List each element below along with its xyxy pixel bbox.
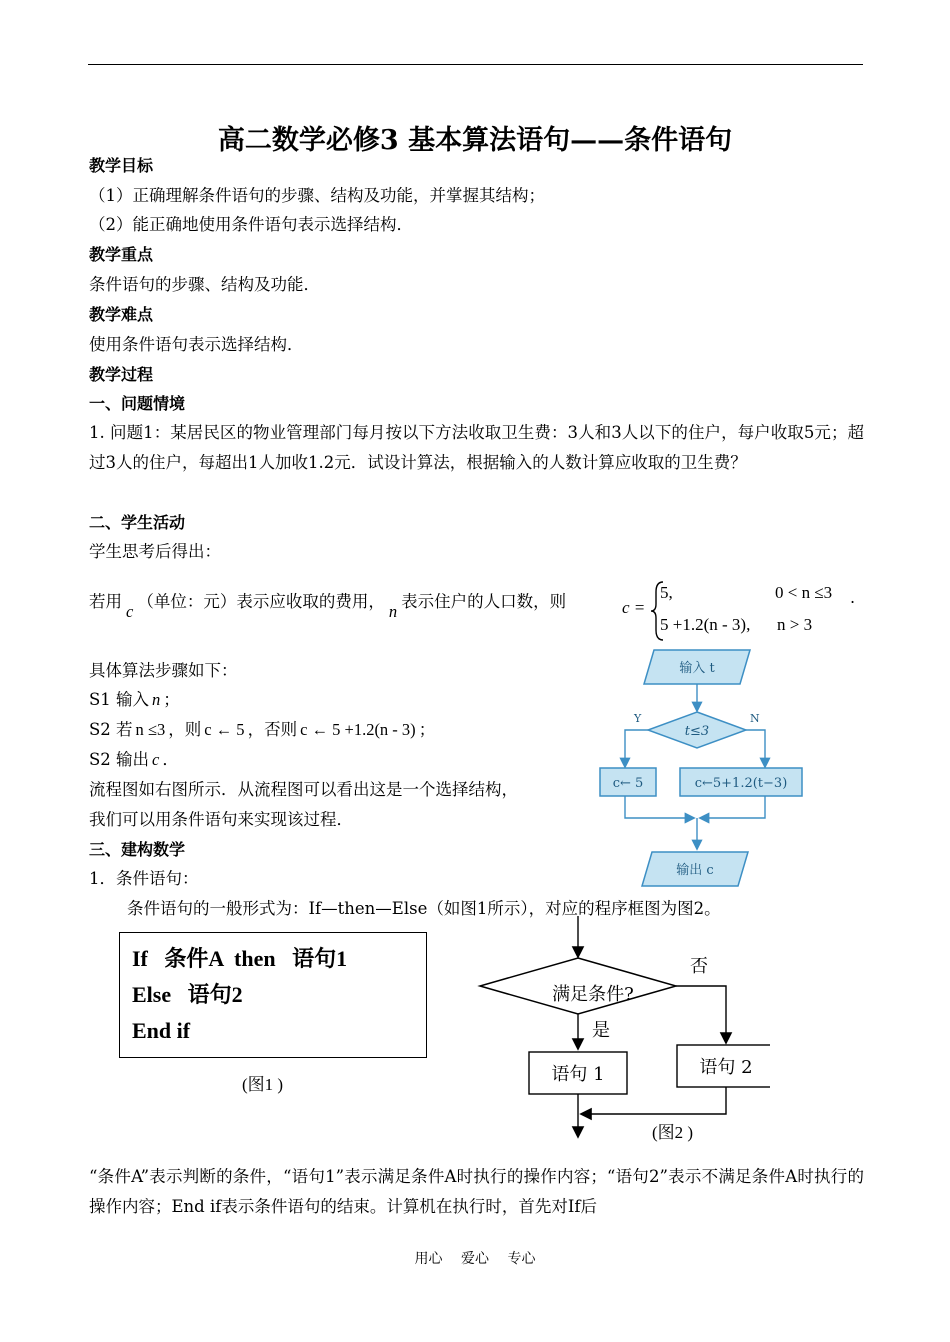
- code-line-1: If 条件A then 语句1: [132, 946, 348, 971]
- steps-note-2: 我们可以用条件语句来实现该过程．: [89, 810, 353, 829]
- s1-end: ；: [163, 690, 180, 709]
- formula-prefix: 若用: [89, 592, 122, 611]
- s1-var: n: [152, 690, 161, 709]
- goals-heading: 教学目标: [89, 156, 154, 175]
- case1-value: 5,: [660, 583, 673, 602]
- case2-cond: n > 3: [777, 615, 813, 634]
- fc2-box-2-label: 语句 2: [699, 1057, 753, 1078]
- flowchart-1: [590, 642, 820, 892]
- section3-item: 1．条件语句：: [89, 869, 199, 888]
- fc2-box-1-label: 语句 1: [551, 1064, 605, 1085]
- fc1-left-box-label: c← 5: [612, 776, 644, 791]
- fc1-no-label: N: [750, 712, 760, 725]
- s3-var: c: [152, 750, 160, 769]
- s2-end: ；: [418, 720, 436, 739]
- formula-line: [89, 588, 567, 621]
- process-heading: 教学过程: [89, 365, 154, 384]
- s2-assign1: c ← 5: [204, 720, 245, 739]
- step-s1: [89, 689, 180, 711]
- section2-intro: 学生思考后得出：: [89, 542, 221, 561]
- difficulty-heading: 教学难点: [89, 305, 154, 324]
- difficulty-text: 使用条件语句表示选择结构．: [89, 335, 304, 354]
- key-text: 条件语句的步骤、结构及功能．: [89, 275, 320, 294]
- s2-cond: n ≤3: [135, 720, 166, 739]
- step-s2: [89, 719, 435, 741]
- fc1-input-label: 输入 t: [679, 661, 715, 676]
- s1-label: S1 输入: [89, 690, 150, 709]
- fc1-condition-label: t≤3: [684, 724, 710, 739]
- figure2-caption: (图2 ): [652, 1123, 694, 1142]
- steps-intro: 具体算法步骤如下：: [89, 661, 238, 680]
- page-footer: 用心 爱心 专心: [414, 1251, 536, 1267]
- s2-then: ，则: [168, 720, 202, 739]
- var-n: n: [388, 602, 398, 621]
- fc1-yes-label: Y: [634, 712, 642, 725]
- s2-else: ，否则: [247, 720, 298, 739]
- goal-item-1: （1）正确理解条件语句的步骤、结构及功能，并掌握其结构；: [89, 186, 545, 205]
- s3-label: S2 输出: [89, 750, 150, 769]
- page-title: 高二数学必修3 基本算法语句——条件语句: [217, 125, 733, 156]
- fc1-right-box-label: c←5+1.2(t−3): [694, 776, 788, 791]
- fc2-yes-label: 是: [592, 1020, 610, 1041]
- fc1-output-label: 输出 c: [676, 863, 714, 878]
- fc2-condition-label: 满足条件?: [552, 984, 634, 1005]
- case1-cond: 0 < n ≤3: [775, 583, 833, 602]
- formula-mid: 表示住户的人口数，则: [401, 592, 567, 611]
- problem-text: 1. 问题1：某居民区的物业管理部门每月按以下方法收取卫生费：3人和3人以下的住户，每户收取5元；超过3人的住户，每超出1人加收1.2元．试设计算法，根据输入的人数计算应收取的卫生费？: [89, 423, 864, 472]
- section1-heading: 一、问题情境: [89, 394, 186, 413]
- code-box: [119, 932, 427, 1058]
- header-rule: [88, 64, 863, 65]
- fc2-no-label: 否: [690, 956, 708, 977]
- s2-assign2: c ← 5 +1.2(n - 3): [300, 720, 416, 739]
- steps-note-1: 流程图如右图所示．从流程图可以看出这是一个选择结构，: [89, 780, 518, 799]
- case2-value: 5 +1.2(n - 3),: [660, 615, 751, 634]
- var-c: c: [126, 602, 134, 621]
- s3-end: ．: [162, 750, 179, 769]
- formula-eq: c =: [622, 598, 646, 617]
- formula-end: .: [850, 588, 856, 607]
- code-line-3: End if: [132, 1018, 191, 1043]
- s2-label: S2 若: [89, 720, 133, 739]
- flowchart-2: [470, 914, 770, 1140]
- goal-item-2: （2）能正确地使用条件语句表示选择结构．: [89, 215, 413, 234]
- code-line-2: Else 语句2: [132, 982, 243, 1007]
- section2-heading: 二、学生活动: [89, 513, 186, 532]
- section3-heading: 三、建构数学: [89, 840, 186, 859]
- step-s3: [89, 749, 179, 771]
- section3-desc: 条件语句的一般形式为：If—then—Else（如图1所示），对应的程序框图为图2。: [127, 899, 721, 918]
- key-heading: 教学重点: [89, 245, 154, 264]
- explanation-text: “条件A”表示判断的条件，“语句1”表示满足条件A时执行的操作内容；“语句2”表示不满足条件A时执行的操作内容；End if表示条件语句的结束。计算机在执行时，首先对If后: [89, 1167, 864, 1216]
- formula-unit: （单位：元）表示应收取的费用，: [137, 592, 385, 611]
- figure1-caption: (图1 ): [242, 1075, 284, 1094]
